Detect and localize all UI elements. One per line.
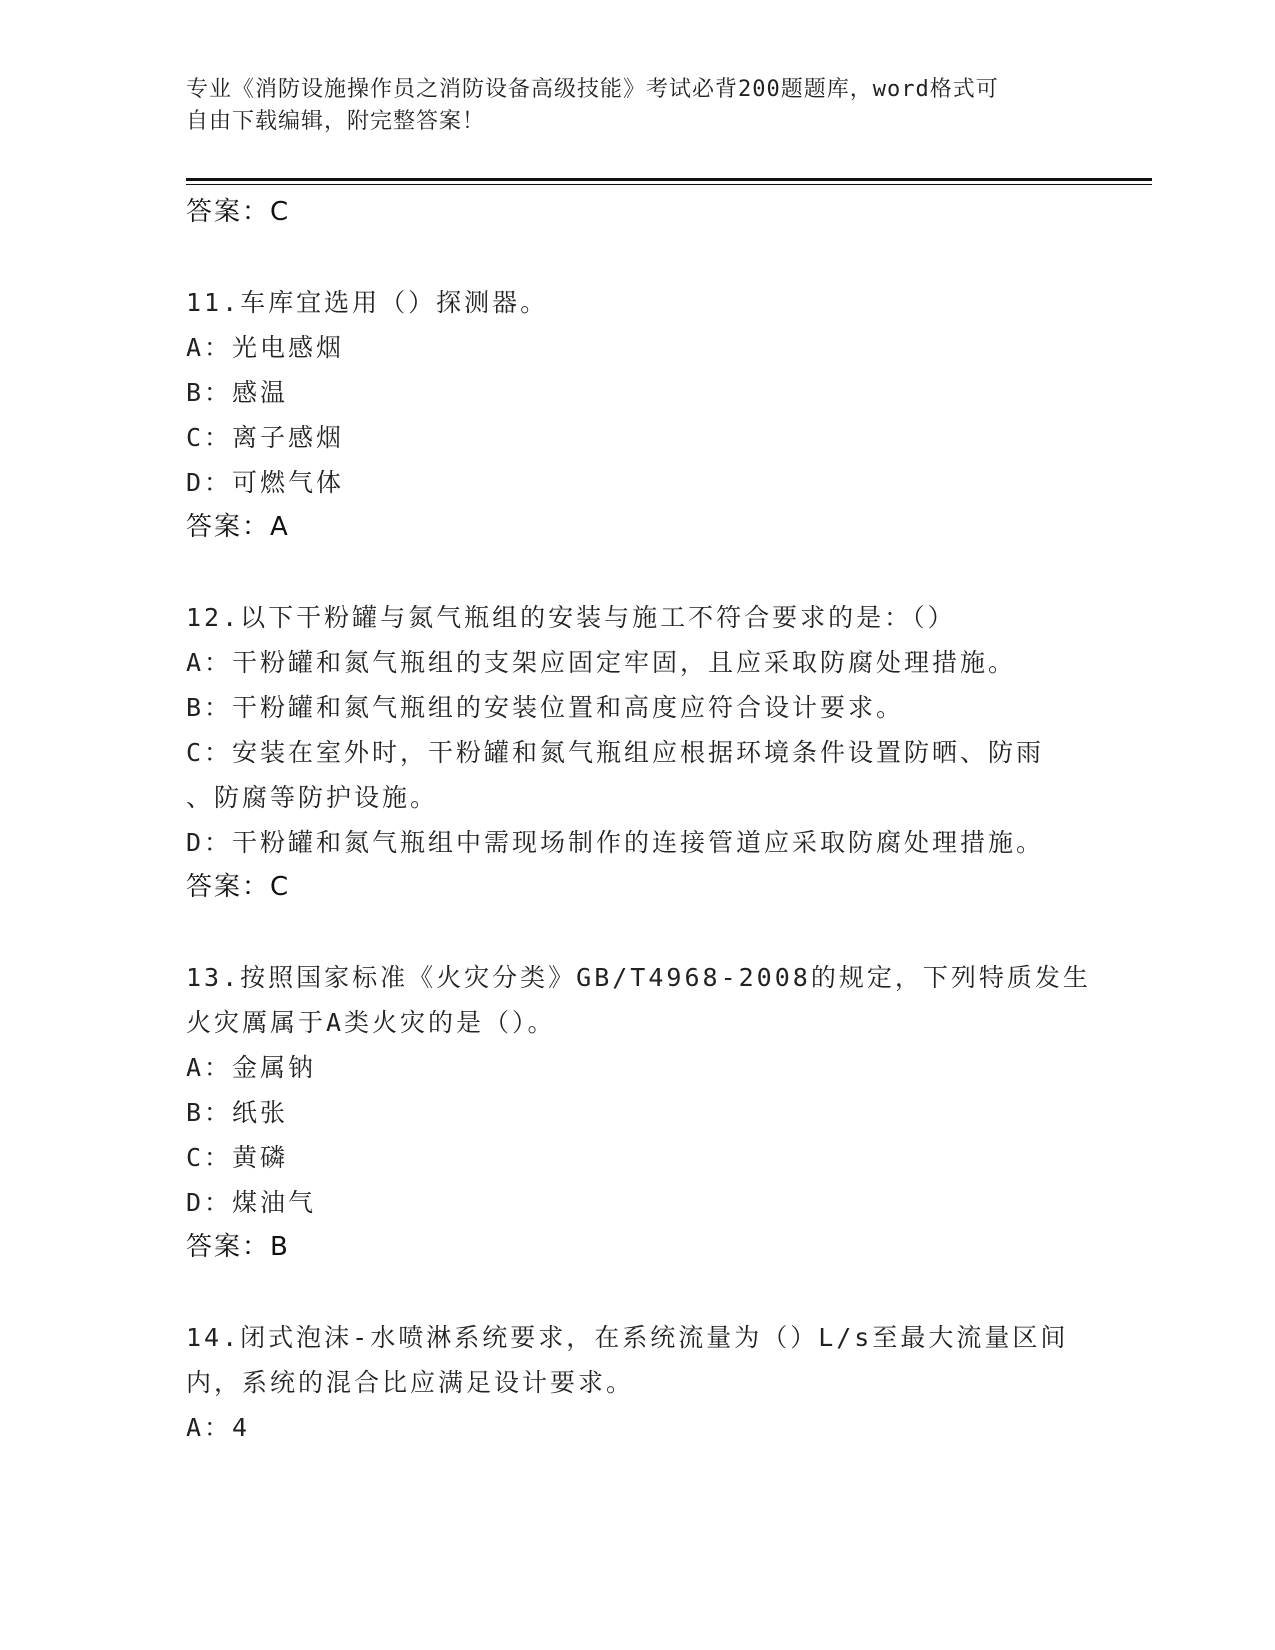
option-a: A：干粉罐和氮气瓶组的支架应固定牢固，且应采取防腐处理措施。	[186, 648, 1017, 677]
spacer	[186, 1270, 1086, 1315]
option-c: C：黄磷	[186, 1143, 289, 1172]
header-line-1: 专业《消防设施操作员之消防设备高级技能》考试必背200题题库，word格式可	[186, 77, 999, 102]
page-header	[186, 74, 1066, 138]
header-divider-thin	[186, 184, 1152, 185]
answer: 答案：C	[186, 872, 291, 902]
option-d: D：干粉罐和氮气瓶组中需现场制作的连接管道应采取防腐处理措施。	[186, 828, 1045, 857]
option-a: A：4	[186, 1413, 251, 1442]
option-d: D：煤油气	[186, 1188, 317, 1217]
spacer	[186, 910, 1086, 955]
answer: 答案：B	[186, 1232, 290, 1262]
question-text-line-1: 14.闭式泡沫-水喷淋系统要求，在系统流量为（）L/s至最大流量区间	[186, 1323, 1069, 1352]
question-text: 12.以下干粉罐与氮气瓶组的安装与施工不符合要求的是：（）	[186, 603, 956, 632]
option-a: A：光电感烟	[186, 333, 345, 362]
question-text: 11.车库宜选用（）探测器。	[186, 288, 549, 317]
option-c-continued: 、防腐等防护设施。	[186, 783, 439, 812]
header-divider-thick	[186, 178, 1152, 181]
question-text-line-1: 13.按照国家标准《火灾分类》GB/T4968-2008的规定，下列特质发生	[186, 963, 1091, 992]
option-d: D：可燃气体	[186, 468, 345, 497]
option-a: A：金属钠	[186, 1053, 317, 1082]
question-13	[186, 955, 1091, 1270]
question-text-line-2: 火灾厲属于A类火灾的是（）。	[186, 1008, 556, 1037]
option-b: B：感温	[186, 378, 289, 407]
spacer	[186, 235, 1086, 280]
question-content	[186, 190, 1091, 1450]
question-12	[186, 595, 1086, 910]
answer: 答案：A	[186, 512, 290, 542]
header-line-2: 自由下载编辑，附完整答案！	[186, 109, 486, 134]
question-text-line-2: 内，系统的混合比应满足设计要求。	[186, 1368, 635, 1397]
option-c: C：离子感烟	[186, 423, 345, 452]
option-b: B：纸张	[186, 1098, 289, 1127]
option-b: B：干粉罐和氮气瓶组的安装位置和高度应符合设计要求。	[186, 693, 905, 722]
question-11	[186, 280, 1086, 550]
spacer	[186, 550, 1086, 595]
option-c: C：安装在室外时，干粉罐和氮气瓶组应根据环境条件设置防晒、防雨	[186, 738, 1045, 767]
question-14	[186, 1315, 1086, 1450]
answer-previous: 答案：C	[186, 197, 291, 227]
